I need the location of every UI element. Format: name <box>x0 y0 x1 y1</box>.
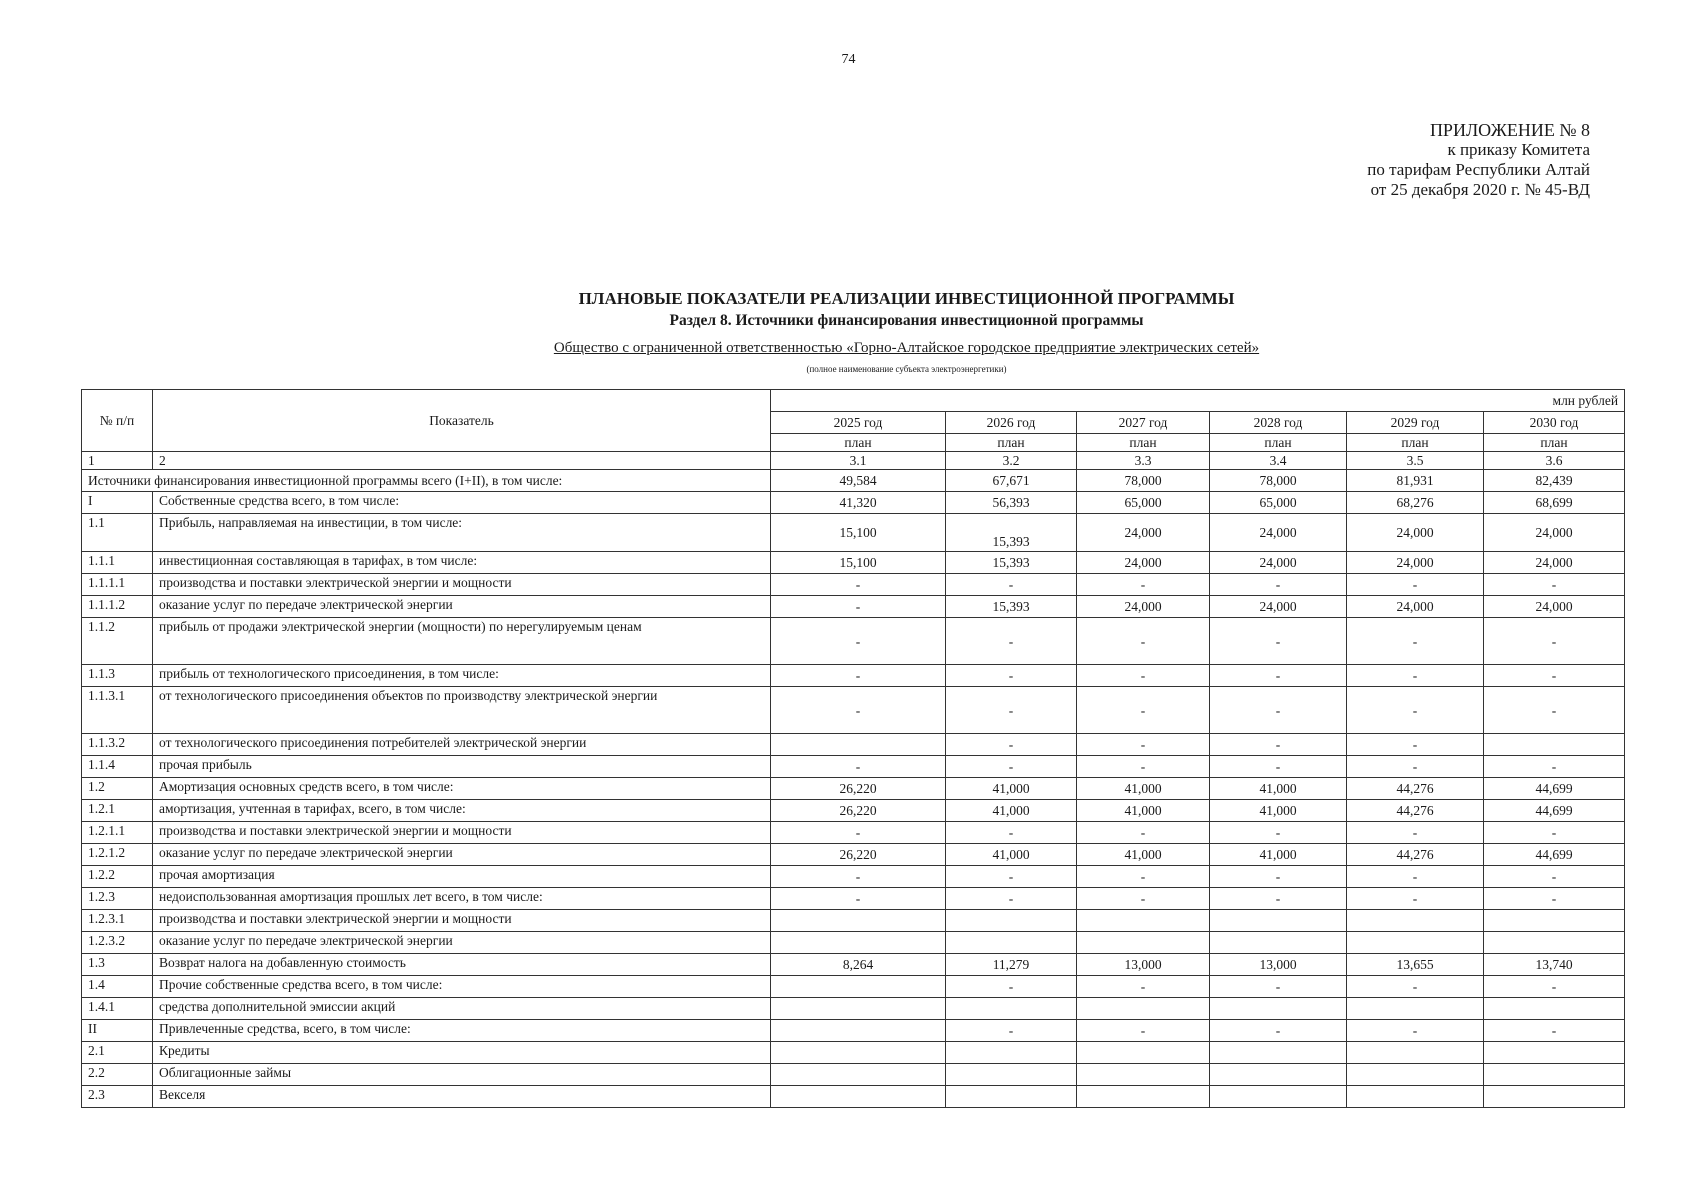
row-value: - <box>1077 756 1210 778</box>
row-value: - <box>1347 1020 1484 1042</box>
row-value: - <box>946 1020 1077 1042</box>
row-value: - <box>1077 888 1210 910</box>
row-name: производства и поставки электрической энергии и мощности <box>153 910 771 932</box>
table-row <box>82 734 1625 756</box>
row-value <box>1077 998 1210 1020</box>
row-name: производства и поставки электрической энергии и мощности <box>153 822 771 844</box>
row-value <box>946 1086 1077 1108</box>
table-row <box>82 756 1625 778</box>
appendix-line-2: к приказу Комитета <box>1447 140 1590 159</box>
col-index: 3.2 <box>946 452 1077 470</box>
row-number: 2.3 <box>82 1086 153 1108</box>
row-value: 13,655 <box>1347 954 1484 976</box>
table-row <box>82 552 1625 574</box>
year-header: 2026 год <box>946 412 1077 434</box>
appendix-title: ПРИЛОЖЕНИЕ № 8 <box>1429 120 1590 140</box>
row-value: - <box>771 618 946 665</box>
row-number: 1.1.1.2 <box>82 596 153 618</box>
header-name: Показатель <box>153 390 771 452</box>
row-value <box>1210 1086 1347 1108</box>
row-value: - <box>1484 888 1625 910</box>
page-number: 74 <box>841 52 856 67</box>
row-value: 13,740 <box>1484 954 1625 976</box>
row-value: 41,000 <box>1077 778 1210 800</box>
row-value <box>1484 998 1625 1020</box>
row-number: 2.1 <box>82 1042 153 1064</box>
row-value: 41,000 <box>946 800 1077 822</box>
row-number: 1.2.1 <box>82 800 153 822</box>
row-value: 11,279 <box>946 954 1077 976</box>
row-name: от технологического присоединения объектов по производству электрической энергии <box>153 687 771 734</box>
row-value <box>1347 910 1484 932</box>
row-value: - <box>1210 665 1347 687</box>
row-value <box>946 910 1077 932</box>
row-value: 41,000 <box>1210 778 1347 800</box>
row-value: 68,699 <box>1484 492 1625 514</box>
row-value: - <box>946 888 1077 910</box>
row-value: - <box>1210 756 1347 778</box>
table-row <box>82 514 1625 552</box>
row-number: 1.4.1 <box>82 998 153 1020</box>
table-body <box>82 470 1625 1108</box>
row-number: 1.2 <box>82 778 153 800</box>
row-value <box>946 998 1077 1020</box>
row-value <box>771 1020 946 1042</box>
row-value: 24,000 <box>1077 514 1210 552</box>
row-value: - <box>1210 687 1347 734</box>
row-value: 15,393 <box>946 552 1077 574</box>
table-row <box>82 954 1625 976</box>
table-row <box>82 1064 1625 1086</box>
row-value: - <box>771 665 946 687</box>
row-name: Прибыль, направляемая на инвестиции, в том числе: <box>153 514 771 552</box>
year-header: 2027 год <box>1077 412 1210 434</box>
row-value: 24,000 <box>1210 514 1347 552</box>
row-value: - <box>771 574 946 596</box>
row-number: 1.2.3.1 <box>82 910 153 932</box>
row-value: 41,000 <box>946 844 1077 866</box>
col-index: 3.5 <box>1347 452 1484 470</box>
row-name: оказание услуг по передаче электрической энергии <box>153 932 771 954</box>
row-number: 2.2 <box>82 1064 153 1086</box>
row-name: Прочие собственные средства всего, в том числе: <box>153 976 771 998</box>
table-row <box>82 1020 1625 1042</box>
row-value <box>1484 1042 1625 1064</box>
table-row <box>82 866 1625 888</box>
row-number: 1.1.2 <box>82 618 153 665</box>
row-number: 1.1.3.1 <box>82 687 153 734</box>
row-value: 15,393 <box>946 514 1077 552</box>
financing-table <box>81 389 1625 1108</box>
row-number: 1.1.1 <box>82 552 153 574</box>
row-name: Кредиты <box>153 1042 771 1064</box>
row-value: 13,000 <box>1077 954 1210 976</box>
row-number: 1.1.3.2 <box>82 734 153 756</box>
row-name: средства дополнительной эмиссии акций <box>153 998 771 1020</box>
appendix-block <box>1367 120 1590 200</box>
year-header: 2029 год <box>1347 412 1484 434</box>
row-name: амортизация, учтенная в тарифах, всего, в том числе: <box>153 800 771 822</box>
row-value <box>1347 998 1484 1020</box>
plan-header: план <box>946 434 1077 452</box>
row-name: недоиспользованная амортизация прошлых лет всего, в том числе: <box>153 888 771 910</box>
row-value <box>1484 932 1625 954</box>
row-value: - <box>1077 866 1210 888</box>
plan-header: план <box>1077 434 1210 452</box>
row-value: 44,699 <box>1484 800 1625 822</box>
row-value: - <box>771 687 946 734</box>
row-value <box>771 932 946 954</box>
row-value: 67,671 <box>946 470 1077 492</box>
table-row <box>82 822 1625 844</box>
row-value: - <box>1484 822 1625 844</box>
table-row <box>82 800 1625 822</box>
row-value: - <box>1484 618 1625 665</box>
row-value: - <box>1077 574 1210 596</box>
row-value: - <box>1077 687 1210 734</box>
row-value: 41,000 <box>1077 800 1210 822</box>
col-index: 1 <box>82 452 153 470</box>
row-value: - <box>771 866 946 888</box>
row-value <box>1077 1042 1210 1064</box>
row-value: 24,000 <box>1484 596 1625 618</box>
row-value: - <box>1210 734 1347 756</box>
col-index: 3.1 <box>771 452 946 470</box>
col-index: 3.3 <box>1077 452 1210 470</box>
row-number: 1.2.3 <box>82 888 153 910</box>
header-unit-row <box>82 390 1625 412</box>
table-row <box>82 1086 1625 1108</box>
row-value: 41,000 <box>946 778 1077 800</box>
row-value: 44,699 <box>1484 844 1625 866</box>
table-row <box>82 596 1625 618</box>
row-value: 78,000 <box>1210 470 1347 492</box>
row-value <box>771 734 946 756</box>
row-value: 24,000 <box>1210 596 1347 618</box>
row-value: 56,393 <box>946 492 1077 514</box>
row-value: 81,931 <box>1347 470 1484 492</box>
row-number: 1.2.1.2 <box>82 844 153 866</box>
plan-header: план <box>1484 434 1625 452</box>
row-value <box>1077 1064 1210 1086</box>
table-row <box>82 687 1625 734</box>
row-value: 44,276 <box>1347 800 1484 822</box>
row-value: - <box>1484 976 1625 998</box>
row-value <box>1484 1086 1625 1108</box>
row-value <box>1077 910 1210 932</box>
row-value <box>946 932 1077 954</box>
col-index: 3.4 <box>1210 452 1347 470</box>
row-value <box>771 1064 946 1086</box>
row-number: 1.2.2 <box>82 866 153 888</box>
row-value <box>771 998 946 1020</box>
row-value <box>1484 910 1625 932</box>
organization-caption-line <box>0 364 1697 374</box>
row-value: - <box>1347 734 1484 756</box>
row-value: 15,100 <box>771 514 946 552</box>
row-value: - <box>1484 687 1625 734</box>
row-value: - <box>946 687 1077 734</box>
row-number: I <box>82 492 153 514</box>
table-row <box>82 844 1625 866</box>
year-header: 2025 год <box>771 412 946 434</box>
row-value: 24,000 <box>1077 552 1210 574</box>
table-row <box>82 492 1625 514</box>
row-value: - <box>1347 756 1484 778</box>
document-title: ПЛАНОВЫЕ ПОКАЗАТЕЛИ РЕАЛИЗАЦИИ ИНВЕСТИЦИОННОЙ ПРОГРАММЫ <box>578 289 1235 308</box>
row-value: - <box>771 596 946 618</box>
plan-header: план <box>771 434 946 452</box>
row-value: - <box>1347 976 1484 998</box>
row-value: - <box>1210 976 1347 998</box>
row-name: прочая прибыль <box>153 756 771 778</box>
row-value <box>1347 1064 1484 1086</box>
row-value <box>1347 1086 1484 1108</box>
table-row <box>82 618 1625 665</box>
row-value: 24,000 <box>1347 514 1484 552</box>
row-value: - <box>1484 665 1625 687</box>
appendix-line-3: по тарифам Республики Алтай <box>1367 160 1590 179</box>
row-number: II <box>82 1020 153 1042</box>
row-value: 26,220 <box>771 844 946 866</box>
row-value: - <box>1210 1020 1347 1042</box>
row-value: - <box>771 756 946 778</box>
row-number: 1.1.3 <box>82 665 153 687</box>
row-value: 24,000 <box>1484 514 1625 552</box>
row-value: - <box>1347 888 1484 910</box>
row-value: 15,100 <box>771 552 946 574</box>
row-value: - <box>1077 665 1210 687</box>
row-name: Облигационные займы <box>153 1064 771 1086</box>
row-value: - <box>1347 687 1484 734</box>
row-value <box>1210 1064 1347 1086</box>
row-name: Векселя <box>153 1086 771 1108</box>
table-row <box>82 888 1625 910</box>
row-name: прибыль от продажи электрической энергии (мощности) по нерегулируемым ценам <box>153 618 771 665</box>
row-value <box>1484 734 1625 756</box>
row-value: 8,264 <box>771 954 946 976</box>
row-value: 49,584 <box>771 470 946 492</box>
row-name: Амортизация основных средств всего, в том числе: <box>153 778 771 800</box>
row-value: - <box>946 574 1077 596</box>
row-value: - <box>1077 1020 1210 1042</box>
year-header: 2030 год <box>1484 412 1625 434</box>
row-name: прибыль от технологического присоединения, в том числе: <box>153 665 771 687</box>
row-number: 1.2.1.1 <box>82 822 153 844</box>
row-number: 1.1.1.1 <box>82 574 153 596</box>
row-name: от технологического присоединения потребителей электрической энергии <box>153 734 771 756</box>
table-row <box>82 998 1625 1020</box>
row-value: 82,439 <box>1484 470 1625 492</box>
row-value: - <box>1347 822 1484 844</box>
row-value: - <box>1347 574 1484 596</box>
row-value: 13,000 <box>1210 954 1347 976</box>
row-value: - <box>1347 618 1484 665</box>
row-value <box>1210 910 1347 932</box>
row-value: 65,000 <box>1210 492 1347 514</box>
organization-caption: (полное наименование субъекта электроэнергетики) <box>806 364 1007 374</box>
appendix-line-4: от 25 декабря 2020 г. № 45-ВД <box>1370 180 1590 199</box>
organization-name-line <box>0 340 1697 357</box>
row-name: Собственные средства всего, в том числе: <box>153 492 771 514</box>
row-value: 24,000 <box>1347 596 1484 618</box>
row-value <box>946 1042 1077 1064</box>
row-value: - <box>1210 822 1347 844</box>
row-value: 26,220 <box>771 800 946 822</box>
row-name: оказание услуг по передаче электрической энергии <box>153 844 771 866</box>
row-name: прочая амортизация <box>153 866 771 888</box>
row-value: - <box>1077 618 1210 665</box>
table-row <box>82 778 1625 800</box>
row-value: - <box>946 734 1077 756</box>
row-value <box>1484 1064 1625 1086</box>
row-value: 44,276 <box>1347 844 1484 866</box>
col-index: 3.6 <box>1484 452 1625 470</box>
row-value: - <box>946 976 1077 998</box>
table-row <box>82 932 1625 954</box>
row-value <box>1210 998 1347 1020</box>
row-value: 41,000 <box>1210 844 1347 866</box>
row-value: 68,276 <box>1347 492 1484 514</box>
row-value: 44,276 <box>1347 778 1484 800</box>
row-name: инвестиционная составляющая в тарифах, в том числе: <box>153 552 771 574</box>
row-value <box>1210 1042 1347 1064</box>
row-value <box>771 910 946 932</box>
row-value: 26,220 <box>771 778 946 800</box>
row-value <box>771 976 946 998</box>
col-index: 2 <box>153 452 771 470</box>
document-subtitle: Раздел 8. Источники финансирования инвестиционной программы <box>669 312 1144 329</box>
row-value: 24,000 <box>1210 552 1347 574</box>
row-value <box>771 1086 946 1108</box>
row-value: - <box>1484 756 1625 778</box>
header-index-row <box>82 452 1625 470</box>
table-row <box>82 976 1625 998</box>
row-value: - <box>1210 888 1347 910</box>
plan-header: план <box>1210 434 1347 452</box>
row-number: 1.2.3.2 <box>82 932 153 954</box>
row-number: 1.1 <box>82 514 153 552</box>
row-name: Источники финансирования инвестиционной программы всего (I+II), в том числе: <box>82 470 771 492</box>
row-value: - <box>1210 866 1347 888</box>
row-value: - <box>1210 618 1347 665</box>
row-number: 1.1.4 <box>82 756 153 778</box>
year-header: 2028 год <box>1210 412 1347 434</box>
row-value: 24,000 <box>1077 596 1210 618</box>
row-value: - <box>946 822 1077 844</box>
row-value: - <box>1077 734 1210 756</box>
document-titles <box>0 288 1697 332</box>
row-value: - <box>1077 822 1210 844</box>
row-value: - <box>771 822 946 844</box>
row-value <box>1077 932 1210 954</box>
row-value: 41,000 <box>1077 844 1210 866</box>
row-value: 41,000 <box>1210 800 1347 822</box>
row-value <box>1347 932 1484 954</box>
table-row <box>82 470 1625 492</box>
organization-name: Общество с ограниченной ответственностью «Горно-Алтайское городское предприятие электрических сетей» <box>553 340 1260 356</box>
table-row <box>82 910 1625 932</box>
row-value: - <box>1077 976 1210 998</box>
row-value <box>1210 932 1347 954</box>
row-value: - <box>1347 665 1484 687</box>
row-name: Привлеченные средства, всего, в том числе: <box>153 1020 771 1042</box>
row-value: 24,000 <box>1347 552 1484 574</box>
row-value: 44,699 <box>1484 778 1625 800</box>
row-value <box>1077 1086 1210 1108</box>
row-value: 15,393 <box>946 596 1077 618</box>
row-value <box>946 1064 1077 1086</box>
row-value: - <box>771 888 946 910</box>
row-number: 1.4 <box>82 976 153 998</box>
row-value: 41,320 <box>771 492 946 514</box>
row-number: 1.3 <box>82 954 153 976</box>
table-row <box>82 574 1625 596</box>
row-value: 65,000 <box>1077 492 1210 514</box>
row-value: - <box>946 866 1077 888</box>
table-row <box>82 1042 1625 1064</box>
row-value: - <box>946 665 1077 687</box>
row-name: производства и поставки электрической энергии и мощности <box>153 574 771 596</box>
row-value: - <box>1484 1020 1625 1042</box>
row-value <box>771 1042 946 1064</box>
row-value: - <box>1484 574 1625 596</box>
plan-header: план <box>1347 434 1484 452</box>
table-row <box>82 665 1625 687</box>
header-num: № п/п <box>82 390 153 452</box>
row-value: - <box>946 756 1077 778</box>
row-value: - <box>1484 866 1625 888</box>
row-value: - <box>946 618 1077 665</box>
row-name: Возврат налога на добавленную стоимость <box>153 954 771 976</box>
row-value: - <box>1210 574 1347 596</box>
row-name: оказание услуг по передаче электрической энергии <box>153 596 771 618</box>
row-value <box>1347 1042 1484 1064</box>
row-value: 78,000 <box>1077 470 1210 492</box>
row-value: - <box>1347 866 1484 888</box>
unit-label: млн рублей <box>771 390 1625 412</box>
row-value: 24,000 <box>1484 552 1625 574</box>
